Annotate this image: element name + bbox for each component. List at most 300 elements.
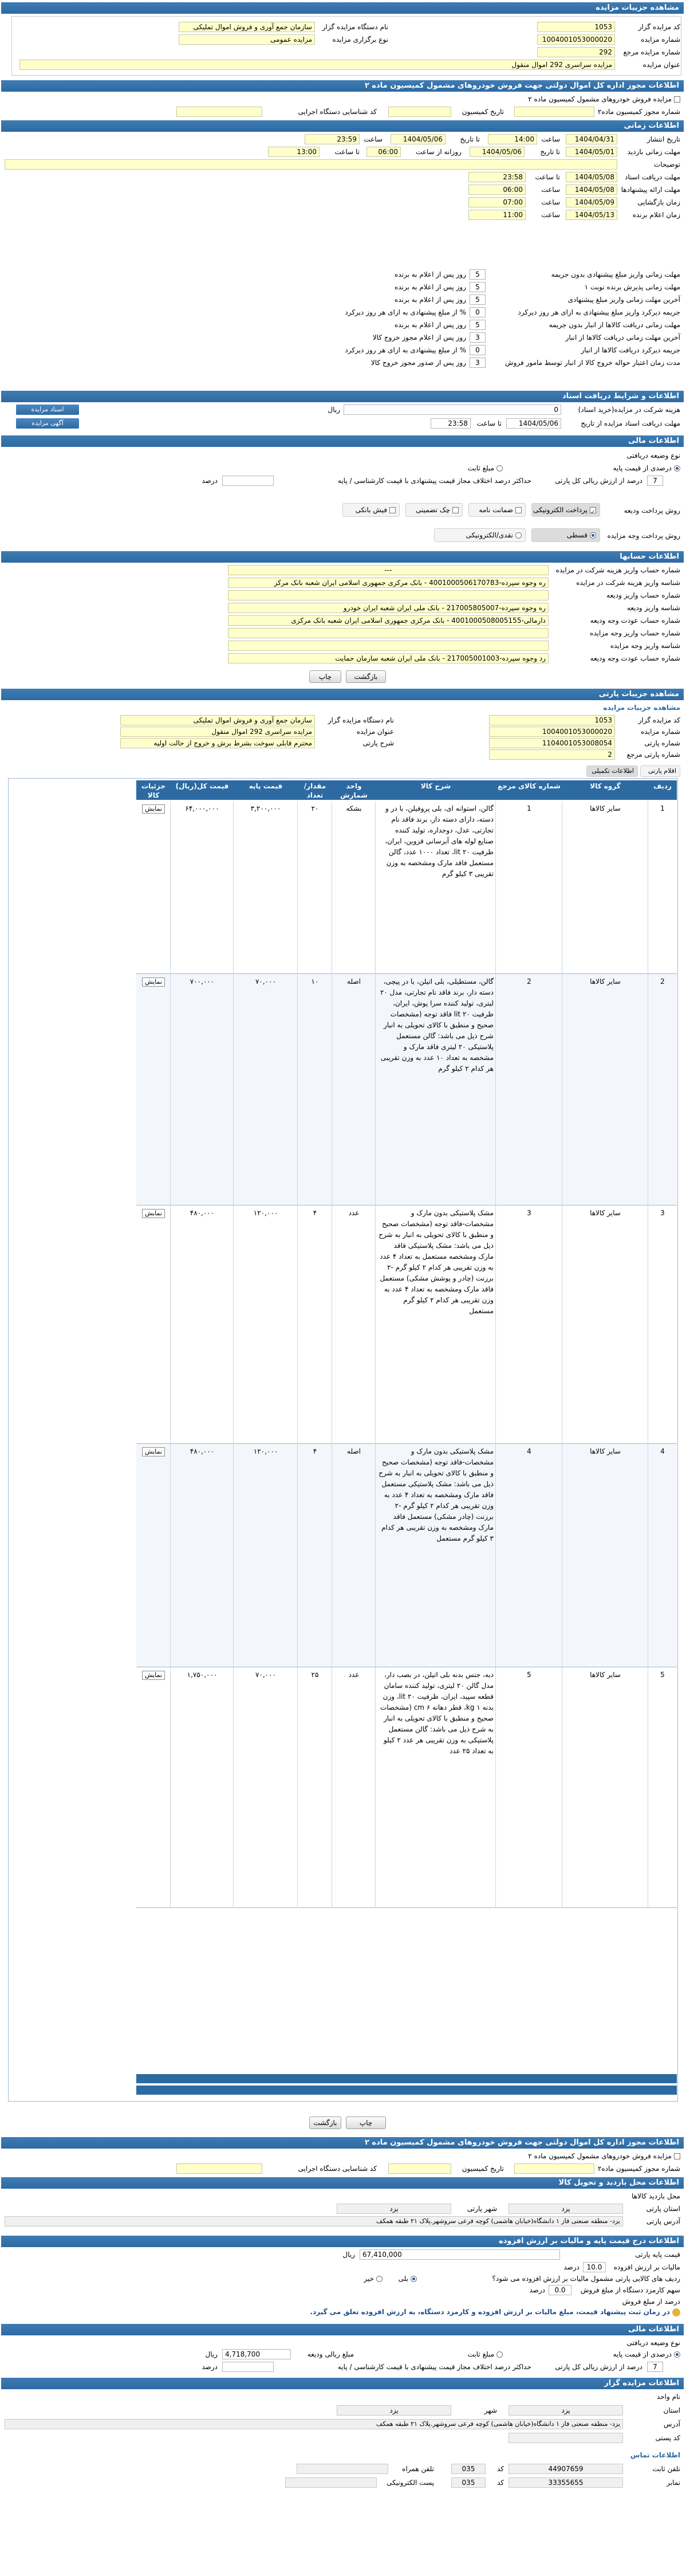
party-number-label: شماره مزایده <box>641 728 680 736</box>
permit-date-value <box>388 107 451 117</box>
guarantee2-label: نوع وضیعه دریافتی <box>626 2339 680 2347</box>
cell-base: ۷۰,۰۰۰ <box>255 1671 277 1679</box>
bid-pay-installment[interactable] <box>531 528 600 542</box>
cell-group: سایر کالاها <box>590 1447 621 1455</box>
city-value: یزد <box>337 2204 451 2214</box>
pay-option-slip-icon[interactable] <box>389 507 396 513</box>
party-no-value: 1104001053008054 <box>489 738 615 748</box>
cell-desc: گالن، استوانه ای، بلی پروفیلن، با در و دسته، دارای دسته دار، برند فاقد نام تجارتی، عدل، دوجداره، تولید کننده صنایع لوله های آبرسانی قزوین، ایران، ظرفیت ۲۰ lit، تعداد ۱۰۰۰ عدد، گالن مستعمل فاقد مارک ومشخصه به وزن تقریبی ۳ کیلو گرم <box>385 804 494 878</box>
postal-value <box>508 2433 623 2443</box>
pay-option-guarantee[interactable] <box>468 503 526 517</box>
visit-label: محل بازدید کالاها <box>632 2192 680 2200</box>
daily-from: 06:00 <box>366 147 401 157</box>
cell-base: ۳,۲۰۰,۰۰۰ <box>250 804 281 812</box>
number-value: 1004001053000020 <box>537 34 615 45</box>
pay-option-cheque-icon[interactable] <box>452 507 459 513</box>
bid-pay-label: روش پرداخت وجه مزایده <box>607 532 680 540</box>
desc-label: توضیحات <box>653 160 680 168</box>
email-label: پست الکترونیکی <box>387 2479 434 2487</box>
location-header: اطلاعات محل بازدید و تحویل کالا <box>1 2177 684 2189</box>
print-button[interactable]: چاپ <box>309 670 341 683</box>
cell-desc: گالن، مستطیلی، بلی اتیلن، با در پیچی، دسته دار، برند فاقد نام تجارتی، مدل ۲۰ لیتری، تولید کننده سرا پوش، ایران، ظرفیت ۲۰ lit فاقد توجه (مشخصات صحیح و منطبق با کالای تحویلی به انبار شرح ذیل می باشد: گالن مستعمل پلاستیکی ۲۰ لیتری فاقد مارک و مشخصه به تعداد ۱۰ عدد به وزن تقریبی هر کدام ۲ کیلو گرم <box>380 977 494 1073</box>
fax-label: نمابر <box>667 2479 680 2487</box>
cell-unit: بشکه <box>346 804 362 812</box>
code-label: کد مزایده گزار <box>638 23 680 31</box>
vat-value: 10.0 <box>583 2262 606 2272</box>
ref-value: 292 <box>537 47 615 57</box>
view-label: مهلت زمانی بازدید <box>627 148 680 156</box>
timing-header: اطلاعات زمانی <box>1 120 684 132</box>
amount-value: 4,718,700 <box>222 2349 291 2359</box>
cell-qty: ۴ <box>313 1209 317 1217</box>
party-header: مشاهده جزییات پارتی <box>1 689 684 700</box>
items-table-pager[interactable] <box>136 2086 677 2095</box>
party-org-label: نام دستگاه مزایده گزار <box>328 716 394 724</box>
pct2-value: 7 <box>647 2362 663 2372</box>
account-label: شناسه واریز هزینه شرکت در مزایده <box>576 579 680 587</box>
province-value: یزد <box>508 2204 623 2214</box>
pay-option-guarantee-icon[interactable] <box>515 507 522 513</box>
fax-code-value: 035 <box>451 2477 486 2488</box>
cell-unit: اصله <box>347 1447 361 1455</box>
rule-label: مدت زمان اعتبار حواله خروج کالا از انبار توسط مامور فروش <box>504 359 680 367</box>
open-time: 07:00 <box>468 197 526 207</box>
fixed-radio-icon[interactable] <box>496 465 503 472</box>
rule-value: 0 <box>470 345 486 355</box>
exempt-yes-icon[interactable] <box>411 2276 417 2282</box>
party-no-label: شماره پارتی <box>644 739 680 747</box>
permit2-checkbox-icon[interactable] <box>674 2153 680 2159</box>
bid-pay-cash-label: نقدی/الکترونیکی <box>466 531 513 539</box>
mobile-value <box>297 2464 388 2474</box>
back-button[interactable]: بازگشت <box>346 670 386 683</box>
share-unit: درصد <box>529 2286 545 2294</box>
rule-value: 5 <box>470 294 486 305</box>
column-header[interactable]: قیمت پایه <box>249 782 283 790</box>
pay-option-electronic-label: پرداخت الکترونیکی <box>533 506 588 514</box>
publish-to-time-label: ساعت <box>364 135 383 143</box>
column-header[interactable]: جزئیات کالا <box>141 782 166 799</box>
cell-row: 5 <box>660 1671 665 1679</box>
pct-suffix: درصد از ارزش ریالی کل پارتی <box>555 477 642 485</box>
cell-qty: ۲۵ <box>311 1671 319 1679</box>
deadline-label: مهلت دریافت اسناد مزایده از تاریخ <box>581 419 680 427</box>
item-detail-button[interactable]: نمایش <box>142 1209 165 1218</box>
permit2-national-id-value <box>176 2163 262 2174</box>
party-code-label: کد مزایده گزار <box>638 716 680 724</box>
city-label: شهر پارتی <box>467 2205 497 2213</box>
pay-option-guarantee-label: ضمانت نامه <box>479 506 513 514</box>
national-id-value <box>176 107 262 117</box>
vat-warning <box>310 2308 680 2316</box>
cell-group: سایر کالاها <box>590 1671 621 1679</box>
party-subheader: مشاهده جزییات مزایده <box>603 704 680 712</box>
account-value <box>228 641 549 651</box>
permit-checkbox-icon[interactable] <box>674 96 680 103</box>
rule-value: 5 <box>470 282 486 292</box>
column-header[interactable]: شماره کالای مرجع <box>498 782 561 790</box>
view-to-label: تا تاریخ <box>540 148 560 156</box>
base-price-unit: ریال <box>342 2251 355 2259</box>
pay-option-slip-label: فیش بانکی <box>355 506 387 514</box>
publish-time: 14:00 <box>488 134 537 144</box>
column-divider <box>233 801 234 1908</box>
max2-label: حداکثر درصد اختلاف مجاز قیمت پیشنهادی با قیمت کارشناسی / پایه <box>337 2363 531 2371</box>
rule-unit: % از مبلغ پیشنهادی به ازای هر روز دیرکرد <box>345 308 466 316</box>
phone-code-value: 035 <box>451 2464 486 2474</box>
cell-row: 4 <box>660 1447 665 1455</box>
account-label: شناسه واریز وجه مزایده <box>610 642 680 650</box>
notice-download-button[interactable]: آگهی مزایده <box>16 418 79 429</box>
auct-address-value: یزد- منطقه صنعتی فاز ۱ دانشگاه(خیابان هاشمی) کوچه فرعی سروشهر.پلاک ۲۱ طبقه همکف <box>5 2419 623 2429</box>
bid-pay-installment-label: قسطی <box>566 531 588 539</box>
rule-unit: روز پس از اعلام مجوز خروج کالا <box>372 333 466 341</box>
guarantee-label: نوع وضیعه دریافتی <box>626 451 680 460</box>
permit2-national-id-label: کد شناسایی دستگاه اجرایی <box>298 2165 377 2173</box>
view-to-date: 1404/05/06 <box>470 147 525 157</box>
announce-date: 1404/05/13 <box>566 210 617 220</box>
rule-label: جریمه دیرکرد دریافت کالاها از انبار <box>581 346 680 354</box>
account-value <box>228 590 549 600</box>
auctioneer-header: اطلاعات مزایده گزار <box>1 2378 684 2389</box>
permit-date-label: تاریخ کمیسیون <box>462 108 504 116</box>
account-value: ره وجوه سپرده-4001000506170783 - بانک مرکزی جمهوری اسلامی ایران شعبه بانک مرکز <box>228 578 549 588</box>
publish-to-date: 1404/05/06 <box>391 134 445 144</box>
fixed2-radio[interactable] <box>468 2349 503 2359</box>
party-number-value: 1004001053000020 <box>489 727 615 737</box>
share-label: سهم کارمزد دستگاه از مبلغ فروش <box>580 2286 680 2294</box>
account-value <box>228 628 549 638</box>
rule-label: آخرین مهلت زمانی واریز مبلغ پیشنهادی <box>567 296 680 304</box>
rule-unit: روز پس از اعلام به برنده <box>395 321 466 329</box>
share-label-2: درصد از مبلغ فروش <box>622 2298 680 2306</box>
bid-label: مهلت ارائه پیشنهادها <box>621 186 680 194</box>
share-value: 0.0 <box>549 2285 571 2295</box>
address-value: یزد- منطقه صنعتی فاز ۱ دانشگاه(خیابان هاشمی) کوچه فرعی سروشهر.پلاک ۲۱ طبقه همکف <box>5 2216 623 2226</box>
doc-receive-time-label: تا ساعت <box>535 173 560 181</box>
cell-row: 1 <box>660 804 665 812</box>
cell-ref: 5 <box>527 1671 531 1679</box>
bid-date: 1404/05/08 <box>566 184 617 195</box>
account-value: ره وجوه سپرده-217005805007 - بانک ملی ایران شعبه ایران خودرو <box>228 603 549 613</box>
daily-from-label: روزانه از ساعت <box>416 148 462 156</box>
rule-value: 5 <box>470 320 486 330</box>
auct-city-label: شهر <box>484 2406 497 2414</box>
cell-qty: ۴ <box>313 1447 317 1455</box>
deadline-to-label: تا ساعت <box>476 419 502 427</box>
permit2-header: اطلاعات مجوز اداره کل اموال دولتی جهت فروش خودروهای مشمول کمیسیون ماده ۲ <box>1 2137 684 2149</box>
auct-city-value: یزد <box>337 2405 451 2416</box>
desc-value <box>5 159 617 170</box>
column-divider <box>170 801 171 1908</box>
publish-date: 1404/04/31 <box>566 134 617 144</box>
base-price-label: قیمت پایه پارتی <box>635 2251 680 2259</box>
rule-label: مهلت زمانی پذیرش برنده نوبت ۱ <box>584 283 680 291</box>
max2-suffix: درصد <box>202 2363 218 2371</box>
auct-province-value: یزد <box>508 2405 623 2416</box>
column-header[interactable]: قیمت کل(ریال) <box>175 782 229 790</box>
permit-checkbox-label: مزایده فروش خودروهای مشمول کمیسیون ماده ۲ <box>528 95 672 103</box>
cell-total: ۴۸۰,۰۰۰ <box>190 1447 215 1455</box>
publish-to-time: 23:59 <box>305 134 360 144</box>
cell-total: ۷۰۰,۰۰۰ <box>190 977 215 985</box>
party-title-value: مزایده سراسری 292 اموال منقول <box>120 727 315 737</box>
daily-to: 13:00 <box>268 147 320 157</box>
rule-unit: % از مبلغ پیشنهادی به ازای هر روز دیرکرد <box>345 346 466 354</box>
vat-unit: درصد <box>563 2263 579 2271</box>
cell-desc: مشک پلاستیکی بدون مارک و مشخصات-فاقد توجه (مشخصات صحیح و منطبق با کالای تحویلی به انبار به شرح ذیل می باشد: مشک پلاستیکی مستعمل فاقد مارک ومشخصه به تعداد ۴ عدد به وزن تقریبی هر کدام ۲ کیلو گرم -۲ برزنت (چادر مشکی) مستعمل فاقد مارک ومشخصه به وزن تقریبی هر کدام ۳ کیلو گرم مستعمل <box>379 1447 494 1542</box>
party-ref-label: شماره پارتی مرجع <box>626 751 680 759</box>
license-label: شماره مجوز کمیسیون ماده۲ <box>597 108 680 116</box>
cell-row: 2 <box>660 977 665 985</box>
fax-code-label: کد <box>496 2479 504 2487</box>
items-print-button[interactable]: چاپ <box>346 2116 386 2129</box>
deadline-time: 23:58 <box>431 418 471 429</box>
permit-checkbox[interactable] <box>528 94 680 104</box>
column-header[interactable]: ردیف <box>653 782 672 790</box>
exempt-no[interactable] <box>364 2273 383 2284</box>
account-value: رد وجوه سپرده-217005001003 - بانک ملی ایران شعبه سازمان حمایت <box>228 653 549 663</box>
pct2-radio-icon[interactable] <box>674 2351 680 2358</box>
warning-icon <box>672 2308 680 2316</box>
cell-desc: مشک پلاستیکی بدون مارک و مشخصات-فاقد توجه (مشخصات صحیح و منطبق با کالای تحویلی به انبار به شرح ذیل می باشد: مشک پلاستیکی فاقد مارک ومشخصه مستعمل به تعداد ۴ عدد به وزن تقریبی هر کدام ۲ کیلو گرم -۲ برزنت (چادر و پوشش مشکی) مستعمل فاقد مارک ومشخصه به تعداد ۴ عدد به وزن تقریبی هر کدام ۲ کیلو گرم مستعمل <box>379 1209 494 1315</box>
type-label: نوع برگزاری مزایده <box>332 36 388 44</box>
item-detail-button[interactable]: نمایش <box>142 977 165 987</box>
party-code-value: 1053 <box>489 715 615 725</box>
amount-unit: ریال <box>205 2350 218 2358</box>
permit2-date-value <box>388 2163 451 2174</box>
vat-label: مالیات بر ارزش افزوده <box>613 2263 680 2271</box>
fixed2-radio-icon[interactable] <box>496 2351 503 2358</box>
rule-label: مهلت زمانی دریافت کالاها از انبار بدون جریمه <box>549 321 680 329</box>
rule-label: آخرین مهلت زمانی دریافت کالاها از انبار <box>565 333 680 341</box>
cell-base: ۱۲۰,۰۰۰ <box>253 1447 278 1455</box>
column-header[interactable]: واحد شمارش <box>340 782 368 799</box>
fax-value: 33355655 <box>508 2477 623 2488</box>
phone-label: تلفن ثابت <box>652 2465 680 2473</box>
cell-ref: 2 <box>527 977 531 985</box>
cell-row: 3 <box>660 1209 665 1217</box>
address-label: آدرس پارتی <box>646 2217 680 2225</box>
max2-value <box>222 2362 274 2372</box>
column-divider <box>495 801 496 1908</box>
title-value: مزایده سراسری 292 اموال منقول <box>19 60 615 70</box>
cell-unit: عدد <box>348 1209 360 1217</box>
financial2-header: اطلاعات مالی <box>1 2324 684 2335</box>
permit2-license-label: شماره مجوز کمیسیون ماده۲ <box>597 2165 680 2173</box>
open-time-label: ساعت <box>541 198 560 206</box>
exempt-yes[interactable] <box>399 2273 417 2284</box>
cell-total: ۶۴,۰۰۰,۰۰۰ <box>185 804 219 812</box>
contact-header: اطلاعات تماس <box>630 2451 680 2459</box>
cell-qty: ۲۰ <box>311 804 319 812</box>
bid-time-label: ساعت <box>541 186 560 194</box>
exempt-no-label: خیر <box>364 2275 374 2283</box>
pay-label: روش پرداخت ودیعه <box>624 506 680 515</box>
cell-desc: دبه، جنس بدنه بلی اتیلن، در بصب دار، مدل گالن ۲۰ لیتری، تولید کننده سامان قطعه سپید، ایران، ظرفیت ۲۰ lit، وزن بدنه ۱ kg، قطر دهانه ۶ cm (مشخصات صحیح و منطبق با کالای تحویلی به انبار به شرح ذیل می باشد: گالن مستعمل پلاستیکی به وزن تقریبی هر عدد ۲ کیلو به تعداد ۲۵ عدد <box>380 1671 494 1755</box>
phone-value: 44907659 <box>508 2464 623 2474</box>
vat-warning-text: در زمان ثبت پیشنهاد قیمت، مبلغ مالیات بر ارزش افزوده و کارمزد دستگاه، به ارزش افزوده تعلق می گیرد. <box>310 2308 670 2316</box>
pay-option-cheque[interactable] <box>405 503 463 517</box>
items-back-button[interactable]: بازگشت <box>309 2116 341 2129</box>
auct-province-label: استان <box>663 2406 680 2414</box>
item-detail-button[interactable]: نمایش <box>142 804 165 814</box>
cell-total: ۴۸۰,۰۰۰ <box>190 1209 215 1217</box>
max-label: حداکثر درصد اختلاف مجاز قیمت پیشنهادی با قیمت کارشناسی / پایه <box>337 477 531 485</box>
postal-label: کد پستی <box>655 2434 680 2442</box>
pct-radio-label: درصدی از قیمت پایه <box>613 464 672 472</box>
exempt-no-icon[interactable] <box>376 2276 383 2282</box>
doc-receive-date: 1404/05/08 <box>566 172 617 182</box>
tab-items[interactable]: اقلام پارتی <box>640 765 680 777</box>
pct2-radio-label: درصدی از قیمت پایه <box>613 2350 672 2358</box>
fee-unit: ریال <box>328 406 340 414</box>
docs-download-button[interactable]: اسناد مزایده <box>16 405 79 415</box>
pct-radio[interactable] <box>613 463 680 473</box>
rule-label: جریمه دیرکرد واریز مبلغ پیشنهادی به ازای هر روز دیرکرد <box>518 308 680 316</box>
column-header[interactable]: گروه کالا <box>590 782 621 790</box>
announce-time-label: ساعت <box>541 211 560 219</box>
pay-option-electronic[interactable] <box>531 503 600 517</box>
cell-unit: عدد <box>348 1671 360 1679</box>
email-value <box>285 2477 377 2488</box>
pct2-radio[interactable] <box>613 2349 680 2359</box>
account-label: شناسه واریز ودیعه <box>626 604 680 612</box>
deadline-date: 1404/05/06 <box>506 418 561 429</box>
permit2-checkbox[interactable] <box>528 2151 680 2161</box>
cell-total: ۱,۷۵۰,۰۰۰ <box>187 1671 218 1679</box>
cell-qty: ۱۰ <box>311 977 319 985</box>
fixed-radio-label: مبلغ ثابت <box>467 464 494 472</box>
max-suffix: درصد <box>202 477 218 485</box>
view-date: 1404/05/01 <box>566 147 617 157</box>
publish-label: تاریخ انتشار <box>646 135 680 143</box>
financial-header: اطلاعات مالی <box>1 435 684 447</box>
cell-unit: اصله <box>347 977 361 985</box>
accounts-header: اطلاعات حسابها <box>1 551 684 563</box>
number-label: شماره مزایده <box>641 36 680 44</box>
rule-value: 5 <box>470 269 486 280</box>
rule-value: 0 <box>470 307 486 317</box>
base-price-value: 67,410,000 <box>360 2249 560 2260</box>
code-value: 1053 <box>537 22 615 32</box>
cell-group: سایر کالاها <box>590 1209 621 1217</box>
exempt-label: ردیف های کالایی پارتی مشمول مالیات بر ارزش افزوده می شود؟ <box>492 2275 680 2283</box>
fixed-radio[interactable] <box>468 463 503 473</box>
publish-time-label: ساعت <box>541 135 560 143</box>
account-label: شماره حساب عودت وجه ودیعه <box>590 616 680 625</box>
national-id-label: کد شناسایی دستگاه اجرایی <box>298 108 377 116</box>
party-desc-value: محترم قابلی سوخت بشرط برش و خروج از حالت اولیه <box>120 738 315 748</box>
pay-option-electronic-icon[interactable] <box>590 507 596 513</box>
permit2-license-value <box>514 2163 594 2174</box>
column-divider <box>297 801 298 1908</box>
mobile-label: تلفن همراه <box>402 2465 434 2473</box>
cell-group: سایر کالاها <box>590 804 621 812</box>
column-header[interactable]: مقدار/ تعداد <box>303 782 326 799</box>
party-desc-label: شرح پارتی <box>362 739 394 747</box>
account-label: شماره حساب واریز هزینه شرکت در مزایده <box>555 566 680 574</box>
open-label: زمان بازگشایی <box>637 198 680 206</box>
bid-pay-cash-icon[interactable] <box>515 532 522 539</box>
ref-label: شماره مزایده مرجع <box>623 48 680 56</box>
auct-address-label: آدرس <box>663 2420 680 2428</box>
price-header: اطلاعات درج قیمت پایه و مالیات بر ارزش افزوده <box>1 2236 684 2247</box>
open-date: 1404/05/09 <box>566 197 617 207</box>
auction-details-header: مشاهده جزییات مزایده <box>1 2 684 14</box>
cell-ref: 4 <box>527 1447 531 1455</box>
fee-value: 0 <box>344 405 561 415</box>
account-label: شماره حساب عودت وجه ودیعه <box>590 654 680 662</box>
doc-receive-label: مهلت دریافت اسناد <box>624 173 680 181</box>
pct2-suffix: درصد از ارزش ریالی کل پارتی <box>555 2363 642 2371</box>
daily-to-label: تا ساعت <box>334 148 360 156</box>
rule-unit: روز پس از اعلام به برنده <box>395 270 466 278</box>
account-label: شماره حساب واریز وجه مزایده <box>590 629 680 637</box>
cell-ref: 3 <box>527 1209 531 1217</box>
cell-group: سایر کالاها <box>590 977 621 985</box>
permit2-checkbox-label: مزایده فروش خودروهای مشمول کمیسیون ماده ۲ <box>528 2152 672 2160</box>
org-label: نام دستگاه مزایده گزار <box>322 23 388 31</box>
bid-pay-cash[interactable] <box>434 528 526 542</box>
rule-unit: روز پس از اعلام به برنده <box>395 283 466 291</box>
permit2-date-label: تاریخ کمیسیون <box>462 2165 504 2173</box>
pct-value: 7 <box>647 476 663 486</box>
doc-receive-time: 23:58 <box>468 172 526 182</box>
announce-label: زمان اعلام برنده <box>632 211 680 219</box>
item-detail-button[interactable]: نمایش <box>142 1671 165 1680</box>
announce-time: 11:00 <box>468 210 526 220</box>
item-detail-button[interactable]: نمایش <box>142 1447 165 1456</box>
province-label: استان پارتی <box>646 2205 680 2213</box>
account-label: شماره حساب واریز ودیعه <box>606 591 680 599</box>
account-value: --- <box>228 565 549 575</box>
party-org-value: سازمان جمع آوری و فروش اموال تملیکی <box>120 715 315 725</box>
fixed2-radio-label: مبلغ ثابت <box>467 2350 494 2358</box>
license-value <box>514 107 594 117</box>
phone-code-label: کد <box>496 2465 504 2473</box>
account-value: دارمالی-4001000508005155 - بانک مرکزی جمهوری اسلامی ایران شعبه بانک مرکزی <box>228 615 549 626</box>
permit-header: اطلاعات مجوز اداره کل اموال دولتی جهت فروش خودروهای مشمول کمیسیون ماده ۲ <box>1 80 684 92</box>
pay-option-cheque-label: چک تضمینی <box>416 506 450 514</box>
type-value: مزایده عمومی <box>179 34 315 45</box>
org-value: سازمان جمع آوری و فروش اموال تملیکی <box>179 22 315 32</box>
unit-label: نام واحد <box>656 2393 680 2401</box>
rule-label: مهلت زمانی واریز مبلغ پیشنهادی بدون جریمه <box>551 270 680 278</box>
party-title-label: عنوان مزایده <box>356 728 394 736</box>
cell-ref: 1 <box>527 804 531 812</box>
items-table-footer <box>136 2074 677 2083</box>
column-divider <box>375 801 376 1908</box>
rule-value: 3 <box>470 358 486 368</box>
tab-info[interactable]: اطلاعات تکمیلی <box>586 765 638 777</box>
max-value <box>222 476 274 486</box>
bid-pay-installment-icon[interactable] <box>590 532 596 539</box>
rule-value: 3 <box>470 332 486 343</box>
amount-label: مبلغ ریالی ودیعه <box>307 2350 354 2358</box>
exempt-yes-label: بلی <box>398 2275 408 2283</box>
rule-unit: روز پس از صدور مجوز خروج کالا <box>370 359 466 367</box>
title-label: عنوان مزایده <box>642 61 680 69</box>
rule-unit: روز پس از اعلام به برنده <box>395 296 466 304</box>
cell-base: ۷۰,۰۰۰ <box>255 977 277 985</box>
column-header[interactable]: شرح کالا <box>420 782 451 790</box>
fee-label: هزینه شرکت در مزایده(خرید اسناد) <box>578 406 680 414</box>
bid-time: 06:00 <box>468 184 526 195</box>
pct-radio-icon[interactable] <box>674 465 680 472</box>
pay-option-slip[interactable] <box>342 503 400 517</box>
cell-base: ۱۲۰,۰۰۰ <box>253 1209 278 1217</box>
